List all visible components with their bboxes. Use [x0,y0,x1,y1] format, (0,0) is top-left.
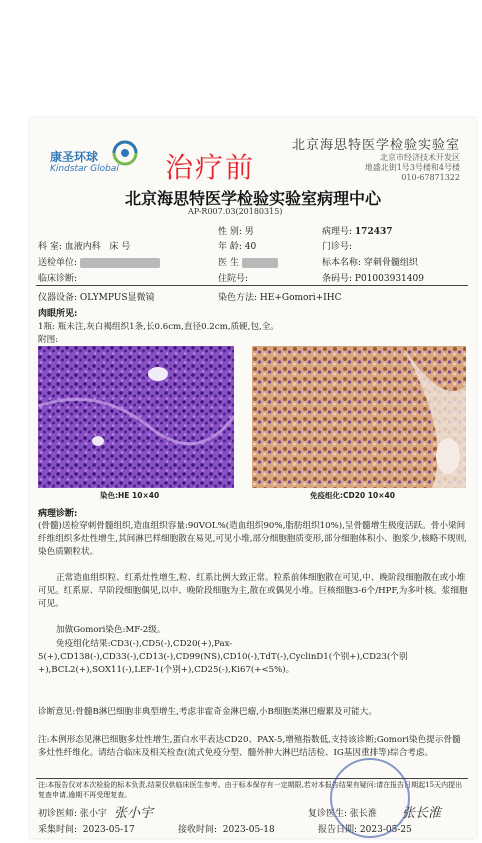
pathology-no-field: 病理号: 172437 [322,227,393,237]
age-field: 年 龄: 40 [218,242,257,252]
top-blank-area [0,0,482,118]
disclaimer-note: 注:本报告仅对本次检验的标本负责,结果仅供临床医生参考。由于标本保存有一定期限,若对本报告结果有疑问:请在报告日期起15天内提出复查申请,逾期不再受理复查。 [38,781,463,799]
collect-time-field: 采集时间: 2023-05-17 [38,825,135,835]
doctor-field: 医 生 [218,255,278,268]
logo-en-text: Kindstar Global [50,164,119,174]
inpatient-no-field: 住院号: [218,274,249,284]
diagnosis-title: 病理诊断: [38,509,78,519]
diagnosis-paragraph-1: (骨髓)送检穿刺骨髓组织,造血组织容量:90VOL%(造血组织90%,脂肪组织10%),呈骨髓增生极度活跃。骨小梁间纤维组织多灶性增生,其间淋巴样细胞散在易见,可见小堆,部分细胞胞质变形,部分细胞体积小、胞浆少,核略不规则,染色质颗粒状。 [38,521,467,557]
review-doctor-signature: 张长淮 [402,806,442,821]
official-seal-icon [330,758,410,838]
redacted-block [80,258,160,268]
gross-title: 肉眼所见: [38,309,78,319]
treatment-stamp: 治疗前 [165,151,256,184]
lab-name: 北京海思特医学检验实验室 [291,138,460,153]
figure-label: 附图: [38,335,59,345]
cd20-caption: 免疫组化:CD20 10×40 [310,491,395,500]
receive-time-field: 接收时间: 2023-05-18 [178,825,275,835]
gross-text: 1瓶: 瓶未注,灰白褐组织1条,长0.6cm,直径0.2cm,质硬,包,全。 [38,322,279,332]
clinical-diagnosis-field: 临床诊断: [38,274,78,284]
logo-swirl-icon [110,140,140,166]
department-field: 科 室: 血液内科 床 号 [38,242,131,252]
diagnosis-paragraph-2: 正常造血组织粒、红系灶性增生,粒、红系比例大致正常。粒系前体细胞散在可见,中、晚阶段细胞散在或小堆可见。红系原、早阶段细胞偶见,以中、晚阶段细胞为主,散在或偶见小堆。巨核细胞3-6个/HPF,为多叶核。浆细胞可见。 [38,573,468,609]
logo-cn-text: 康圣环球 [50,150,99,164]
cd20-ihc-micrograph [252,346,466,488]
document-code: AP-R007.03(20180315) [188,207,283,216]
address-line-1: 北京市经济技术开发区 [380,153,460,162]
diagnosis-paragraph-3: 加做Gomori染色:MF-2级。 [56,625,166,635]
divider [36,285,468,286]
address-line-2: 地盛北街1号3号楼和4号楼 [364,163,460,172]
pathology-report [30,118,476,838]
review-doctor-field: 复诊医生: 张长淮 [308,809,377,819]
initial-doctor-signature: 张小宇 [114,806,154,821]
instrument-field: 仪器设备: OLYMPUS显微镜 [38,293,155,303]
ihc-results: 免疫组化结果:CD3(-),CD5(-),CD20(+),Pax-5(+),CD138(-),CD33(-),CD13(-),CD99(NS),CD10(-),TdT(-),CyclinD1(个别+),CD23(个别+),BCL2(+),SOX11(-),LEF-1(个别+),CD25(-),Ki67(+<5%)。 [38,639,408,675]
he-caption: 染色:HE 10×40 [100,491,160,500]
report-title: 北京海思特医学检验实验室病理中心 [124,189,381,208]
stain-method-field: 染色方法: HE+Gomori+IHC [218,293,342,303]
outpatient-no-field: 门诊号: [322,242,353,252]
company-logo [50,140,140,188]
conclusion-note: 注:本例形态见淋巴细胞多灶性增生,蛋白水平表达CD20、PAX-5,增殖指数低,支持该诊断;Gomori染色提示骨髓多灶性纤维化。请结合临床及相关检查(流式免疫分型、髓外肿大淋巴结活检、IG基因重排等)综合考虑。 [38,735,461,758]
sample-name-field: 标本名称: 穿刺骨髓组织 [322,258,418,268]
barcode-field: 条码号: P01003931409 [322,274,424,284]
report-date-field: 报告日期: 2023-05-25 [318,825,412,835]
conclusion-opinion: 诊断意见:骨髓B淋巴细胞非典型增生,考虑非霍奇金淋巴瘤,小B细胞类淋巴瘤累及可能大。 [38,707,377,717]
he-stain-micrograph [38,346,234,488]
address-phone: 010-67871322 [401,173,460,182]
initial-doctor-field: 初诊医师: 张小宇 [38,809,107,819]
redacted-block [242,258,278,268]
sex-field: 性 别: 男 [218,227,254,237]
hospital-field: 送检单位: [38,255,160,268]
